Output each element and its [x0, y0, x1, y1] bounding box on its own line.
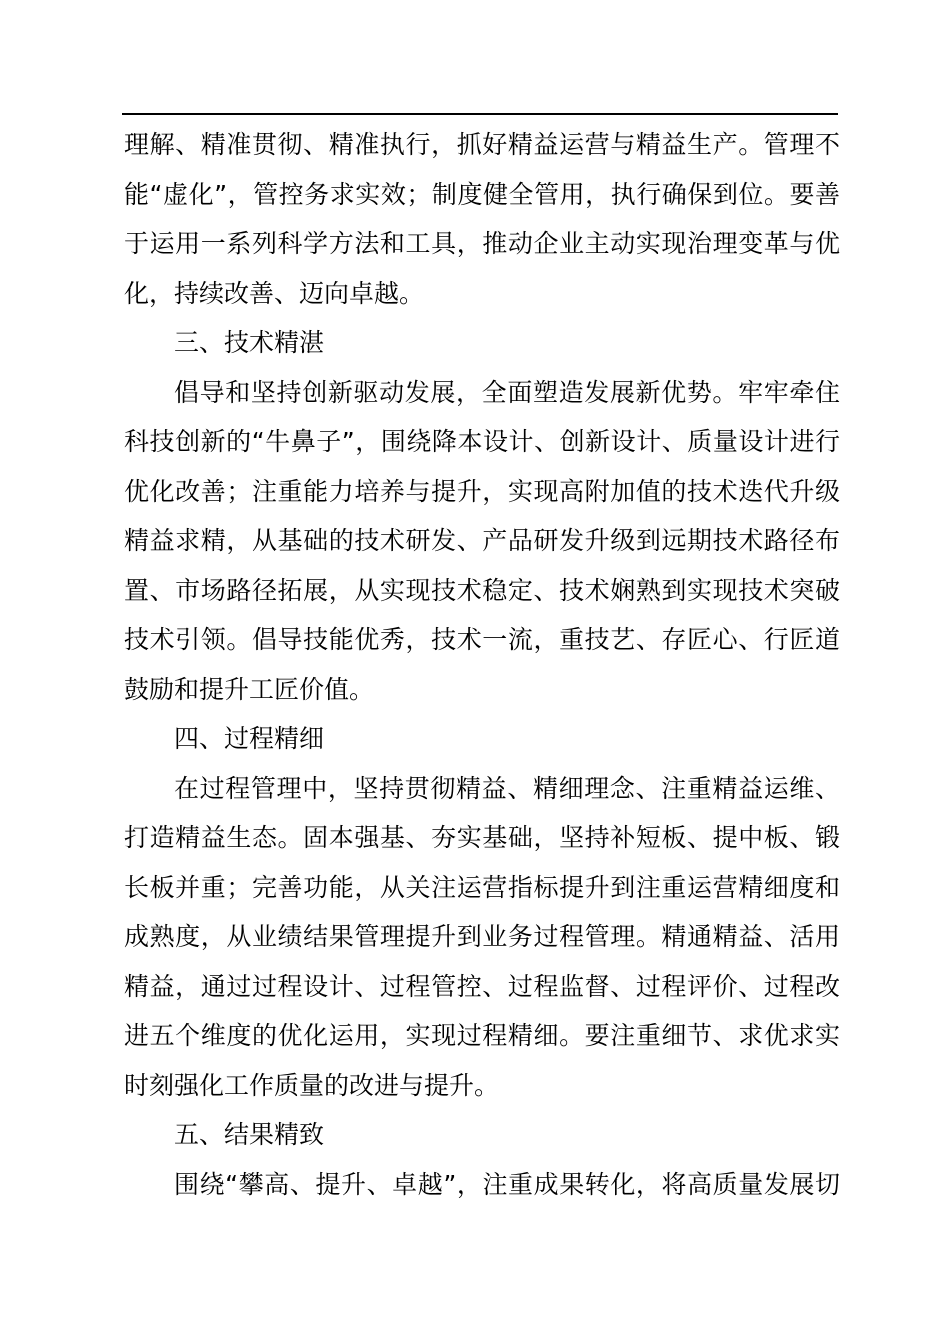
text-line: 精益求精，从基础的技术研发、产品研发升级到远期技术路径布 [124, 526, 840, 555]
section-heading-4: 四、过程精细 [174, 724, 325, 753]
text-line: 成熟度，从业绩结果管理提升到业务过程管理。精通精益、活用 [124, 922, 840, 951]
text-line: 进五个维度的优化运用，实现过程精细。要注重细节、求优求实 [124, 1021, 840, 1050]
text-line: 打造精益生态。固本强基、夯实基础，坚持补短板、提中板、锻 [124, 823, 840, 852]
text-line: 能“虚化”，管控务求实效；制度健全管用，执行确保到位。要善 [124, 179, 840, 209]
header-rule [122, 113, 838, 115]
text-line: 围绕“攀高、提升、卓越”，注重成果转化，将高质量发展切 [174, 1169, 840, 1199]
text-line: 于运用一系列科学方法和工具，推动企业主动实现治理变革与优 [124, 229, 840, 258]
text-line: 时刻强化工作质量的改进与提升。 [124, 1070, 500, 1100]
text-line: 理解、精准贯彻、精准执行，抓好精益运营与精益生产。管理不 [124, 130, 840, 159]
text-line: 优化改善；注重能力培养与提升，实现高附加值的技术迭代升级 [124, 476, 840, 506]
text-line: 科技创新的“牛鼻子”，围绕降本设计、创新设计、质量设计进行 [124, 427, 840, 456]
text-line: 技术引领。倡导技能优秀，技术一流，重技艺、存匠心、行匠道 [124, 625, 840, 654]
section-heading-5: 五、结果精致 [174, 1120, 325, 1149]
text-line: 置、市场路径拓展，从实现技术稳定、技术娴熟到实现技术突破 [124, 575, 840, 605]
text-line: 鼓励和提升工匠价值。 [124, 674, 375, 704]
body-text [124, 120, 840, 1209]
text-line: 倡导和坚持创新驱动发展，全面塑造发展新优势。牢牢牵住 [174, 377, 840, 407]
text-line: 在过程管理中，坚持贯彻精益、精细理念、注重精益运维、 [174, 773, 840, 803]
text-line: 长板并重；完善功能，从关注运营指标提升到注重运营精细度和 [124, 872, 840, 902]
text-line: 化，持续改善、迈向卓越。 [124, 278, 425, 308]
text-line: 精益，通过过程设计、过程管控、过程监督、过程评价、过程改 [124, 971, 840, 1001]
section-heading-3: 三、技术精湛 [174, 328, 325, 357]
